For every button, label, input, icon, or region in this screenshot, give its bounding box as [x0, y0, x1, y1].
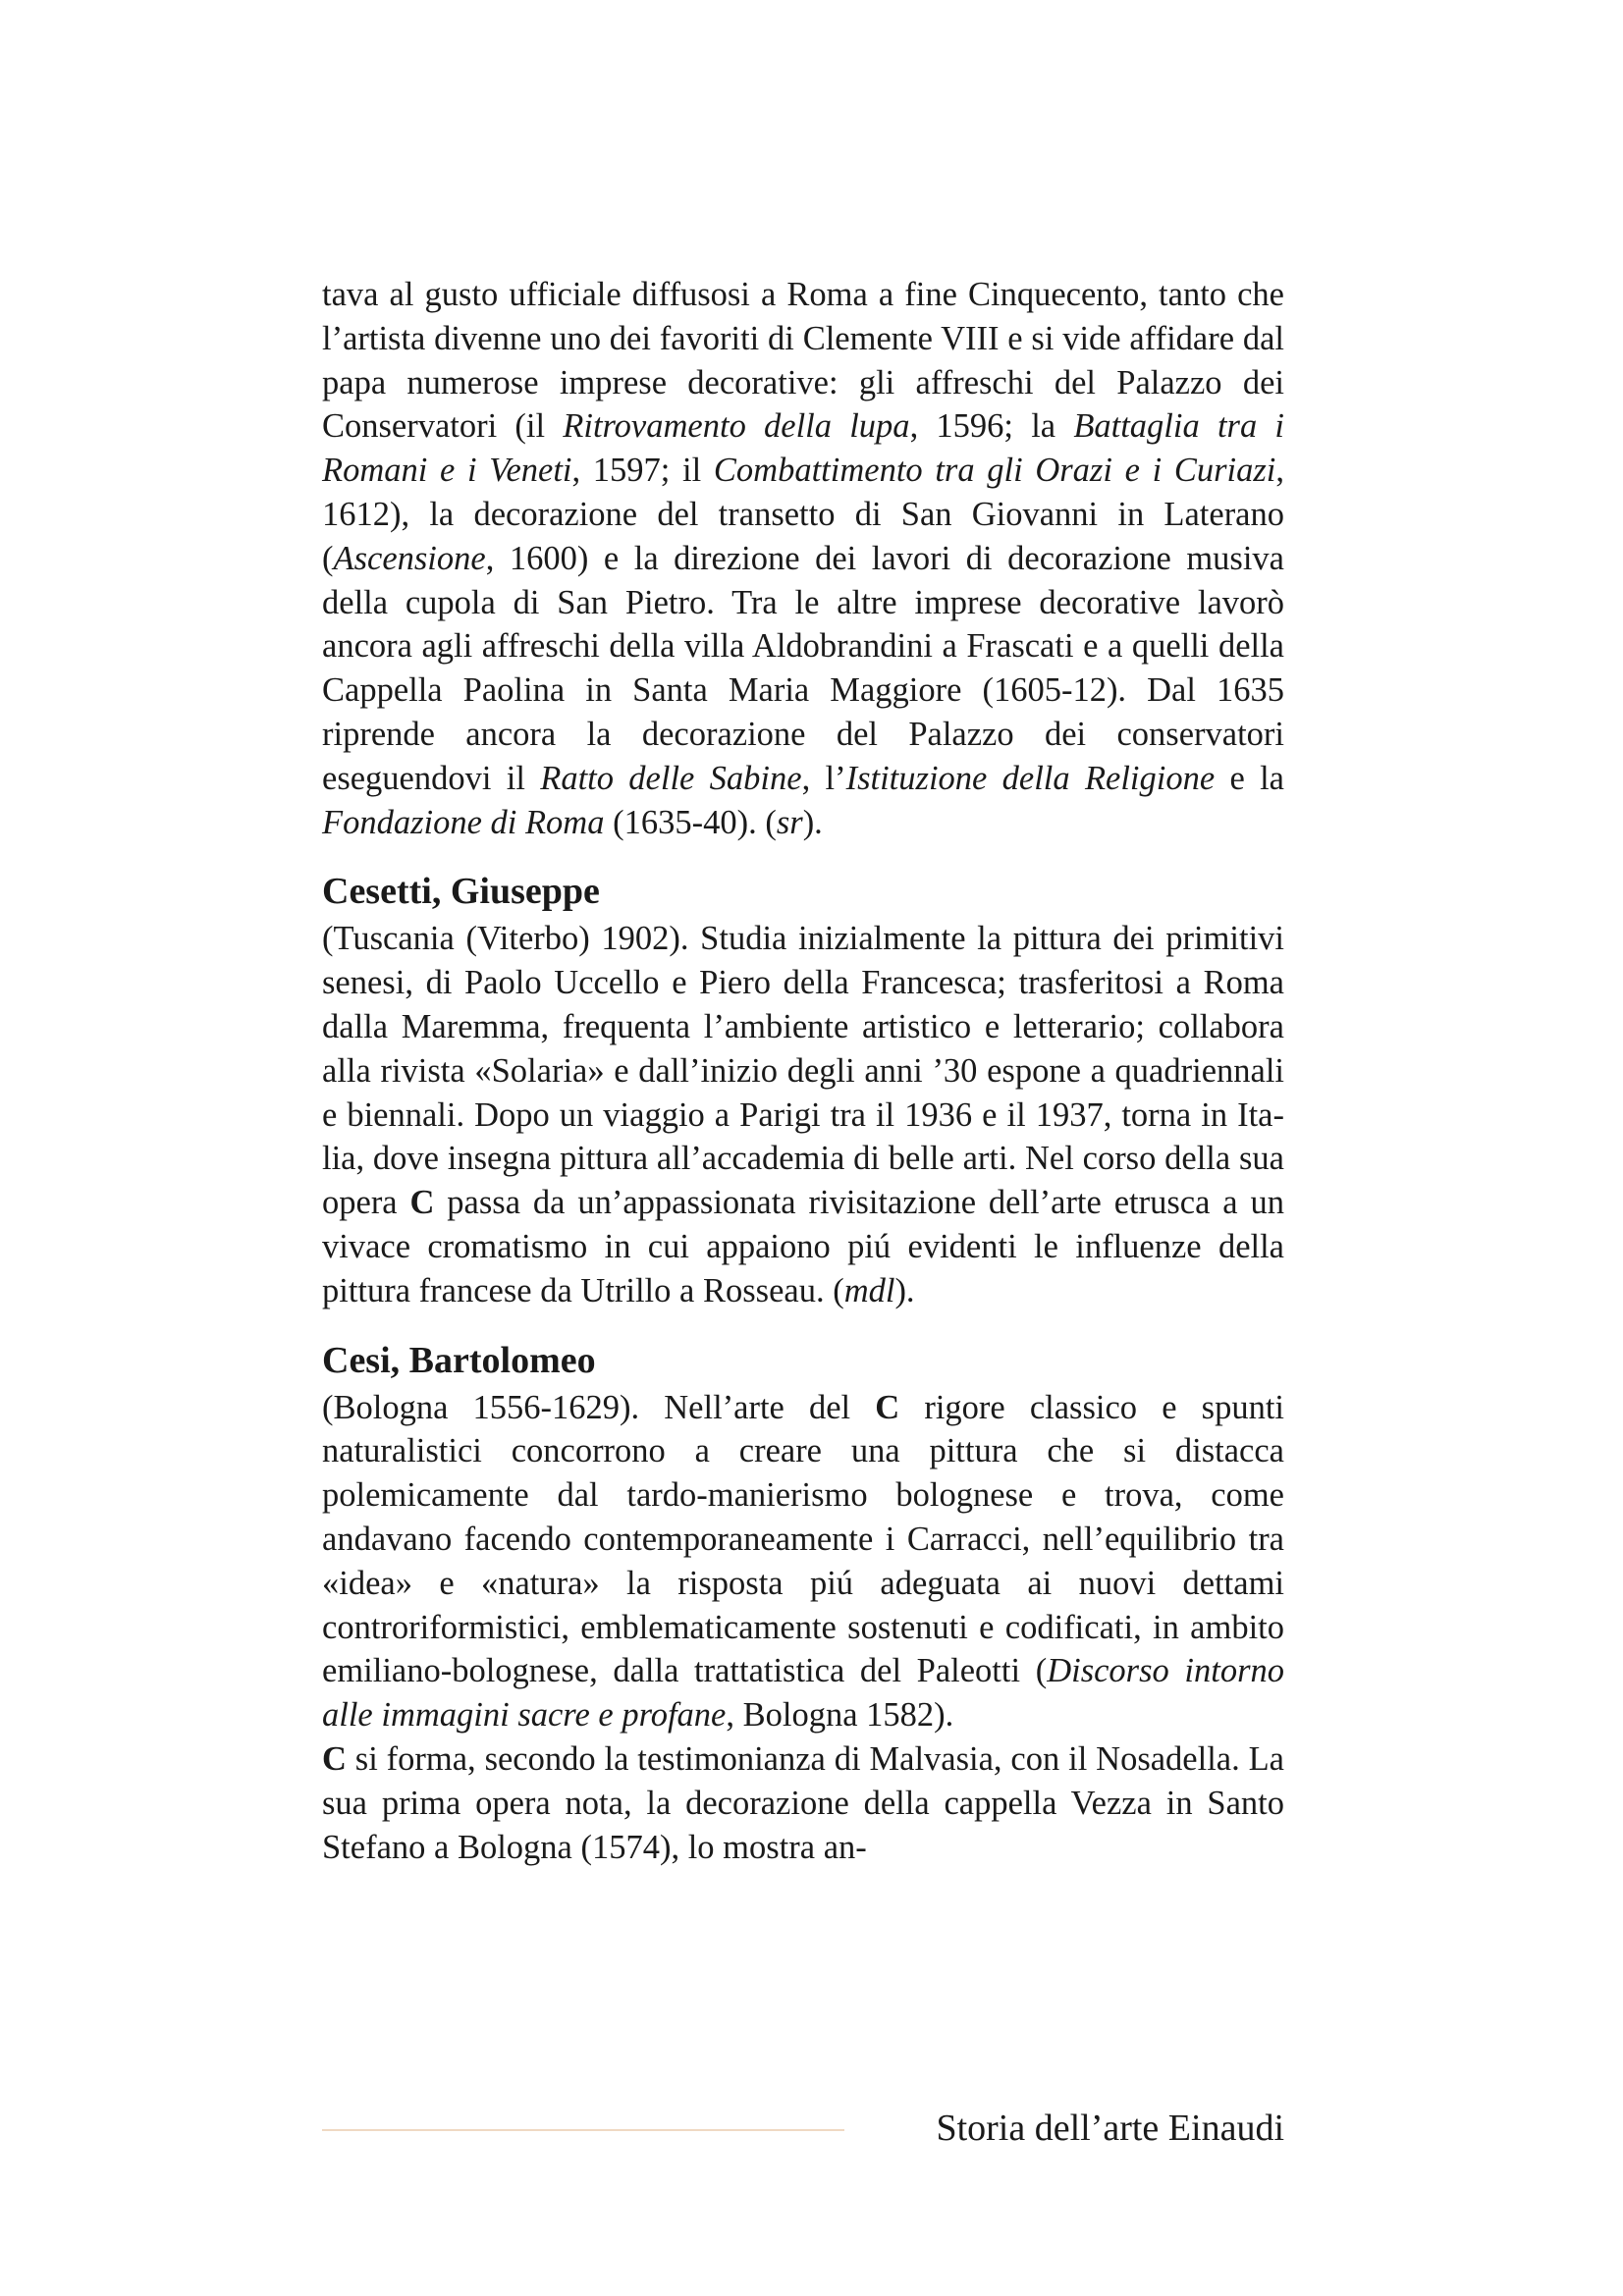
- italic-text: mdl: [843, 1271, 895, 1309]
- bold-text: C: [875, 1388, 900, 1426]
- page-body: [322, 273, 1284, 1869]
- entry-title: Cesetti, Giuseppe: [322, 871, 600, 913]
- italic-text: sr: [776, 803, 803, 841]
- entry-cesetti: [322, 866, 1284, 1312]
- text-run: , 1596; la: [909, 407, 1074, 446]
- italic-text: Fondazione di Roma: [322, 803, 605, 841]
- italic-text: Discorso intorno alle immagini sacre e profane: [322, 1652, 1284, 1735]
- text-run: (Tuscania (Viterbo) 1902). Studia inizialmente la pittura dei primitivi senesi, di Paolo Uccello e Piero della Francesca; trasferitosi a Roma dalla Maremma, frequenta l’ambiente artistico e letterario; collabora alla rivista «Solaria» e dall’inizio degli anni ’30 espone a quadriennali e biennali. Dopo un viaggio a Parigi tra il 1936 e il 1937, torna in Italia, dove insegna pittura all’accademia di belle arti. Nel corso della sua opera: [322, 920, 1284, 1222]
- text-run: ).: [894, 1271, 915, 1309]
- text-run: , 1600) e la direzione dei lavori di decorazione musiva della cupola di San Pietro. Tra le altre imprese decorative lavorò ancora agli affreschi della villa Aldobrandini a Frascati e a quelli della Cappella Paolina in Santa Maria Maggiore (1605-12). Dal 1635 riprende ancora la decorazione del Palazzo dei conservatori eseguendovi il: [322, 539, 1284, 797]
- text-run: passa da un’appassionata rivisitazione dell’arte etrusca a un vivace cromatismo in cui appaiono piú evidenti le influenze della pittura francese da Utrillo a Rosseau. (: [322, 1184, 1284, 1309]
- text-run: si forma, secondo la testimonianza di Malvasia, con il Nosadella. La sua prima opera nota, la decorazione della cappella Vezza in Santo Stefano a Bologna (1574), lo mostra an-: [322, 1739, 1284, 1866]
- entry-paragraph: [322, 1386, 1284, 1737]
- text-run: rigore classico e spunti naturalistici concorrono a creare una pittura che si distacca polemicamente dal tardo-manierismo bolognese e trova, come andavano facendo contemporaneamente i Carracci, nell’equilibrio tra «idea» e «natura» la risposta piú adeguata ai nuovi dettami controriformistici, emblematicamente sostenuti e codificati, in ambito emiliano-bolognese, dalla trattatistica del Paleotti (: [322, 1388, 1284, 1690]
- text-run: (1635-40). (: [604, 803, 777, 841]
- italic-text: Battaglia tra i Romani e i Veneti: [322, 407, 1284, 490]
- italic-text: Ratto delle Sabine: [540, 759, 802, 797]
- entry-paragraph: [322, 1737, 1284, 1869]
- entry-continuation: [322, 273, 1284, 844]
- text-run: , l’: [801, 759, 846, 797]
- bold-text: C: [409, 1184, 435, 1222]
- text-run: e la: [1215, 759, 1284, 797]
- page-footer: [322, 2099, 1284, 2158]
- italic-text: Istituzione della Religione: [845, 759, 1216, 797]
- text-run: tava al gusto ufficiale diffusosi a Roma a fine Cinquecento, tanto che l’artista divenne uno dei favoriti di Clemente VIII e si vide affidare dal papa numerose imprese decorative: gli affreschi del Palazzo dei Conservatori (il: [322, 276, 1284, 446]
- bold-text: C: [322, 1739, 347, 1778]
- entry-title: Cesi, Bartolomeo: [322, 1339, 596, 1381]
- italic-text: Ascensione: [333, 539, 486, 577]
- text-run: , 1612), la decorazione del transetto di San Giovanni in Laterano (: [322, 452, 1284, 577]
- footer-publication-title: Storia dell’arte Einaudi: [936, 2108, 1284, 2149]
- italic-text: Ritrovamento della lupa: [563, 407, 910, 446]
- italic-text: Combattimento tra gli Orazi e i Curiazi: [713, 452, 1276, 490]
- text-run: , 1597; il: [571, 452, 714, 490]
- text-run: (Bologna 1556-1629). Nell’arte del: [322, 1388, 876, 1426]
- entry-paragraph: [322, 917, 1284, 1312]
- entry-cesi: [322, 1335, 1284, 1870]
- entry-paragraph: [322, 273, 1284, 844]
- text-run: ).: [802, 803, 823, 841]
- footer-rule: [322, 2129, 844, 2131]
- text-run: , Bologna 1582).: [726, 1696, 954, 1735]
